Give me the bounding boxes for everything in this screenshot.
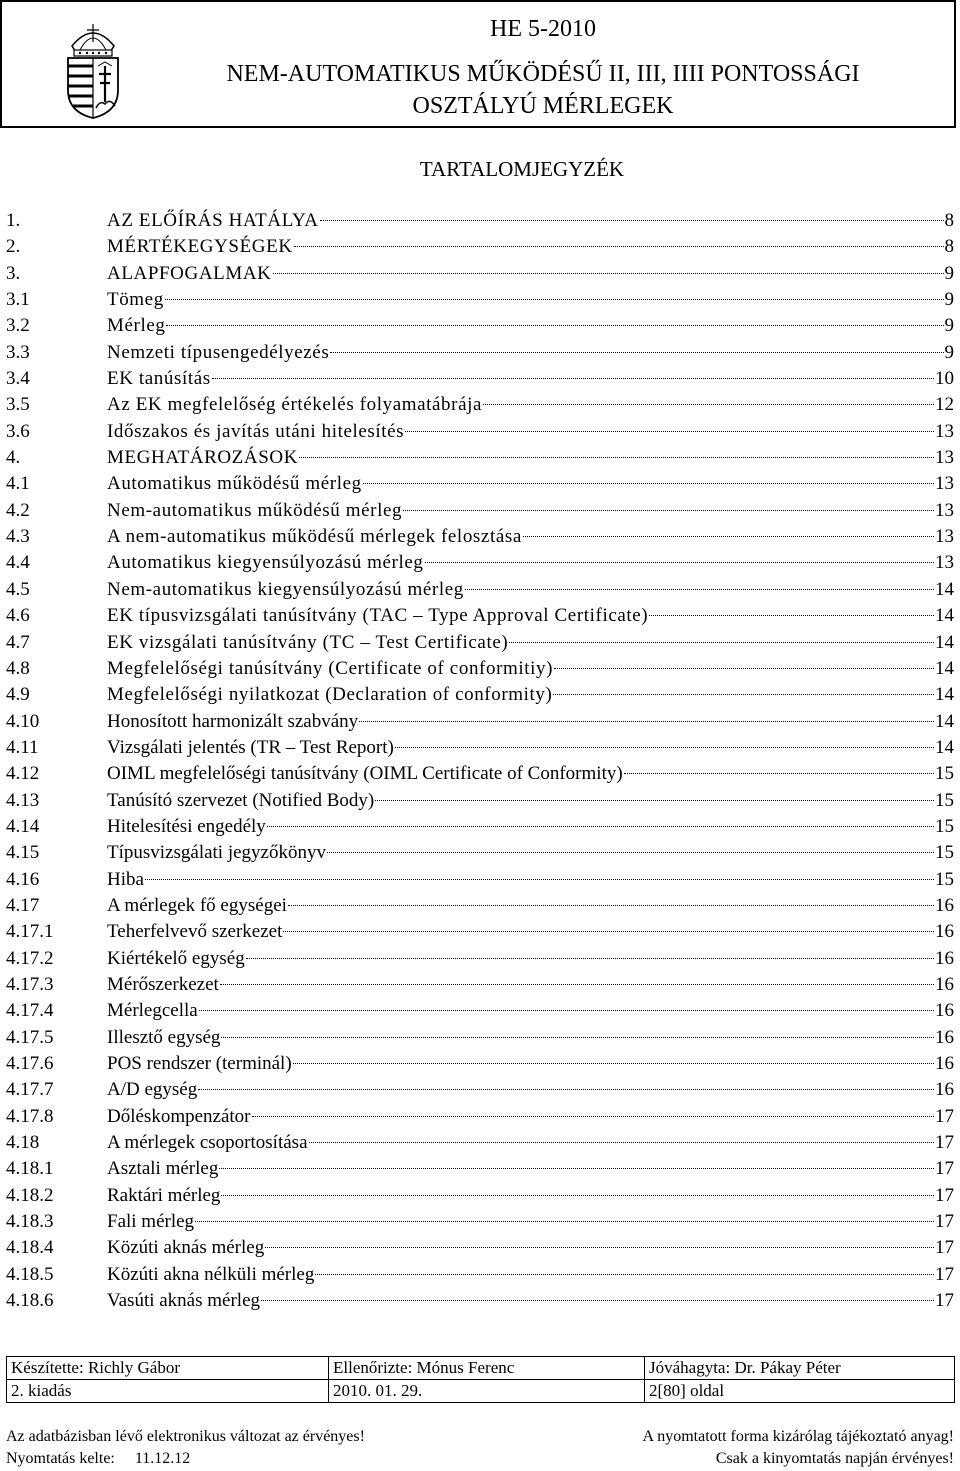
- toc-entry-number: 4.18.4: [6, 1237, 54, 1259]
- toc-entry-number: 4.: [6, 447, 21, 469]
- toc-dot-leader: [624, 772, 934, 774]
- toc-entry-page: 9: [944, 289, 954, 311]
- toc-entry[interactable]: [6, 972, 954, 998]
- toc-entry-label: A nem-automatikus működésű mérlegek felosztása: [107, 526, 522, 548]
- hungarian-coat-of-arms-icon: [60, 16, 126, 120]
- toc-entry-label: OIML megfelelőségi tanúsítvány (OIML Certificate of Conformity): [107, 763, 623, 785]
- toc-dot-leader: [395, 746, 934, 748]
- toc-entry-label: Közúti aknás mérleg: [107, 1237, 265, 1259]
- toc-entry-page: 17: [935, 1158, 954, 1180]
- toc-entry-page: 14: [935, 605, 954, 627]
- document-header: [0, 0, 956, 128]
- toc-entry-number: 4.18: [6, 1132, 40, 1154]
- toc-dot-leader: [309, 1141, 934, 1143]
- toc-entry-label: Mérlegcella: [107, 1000, 198, 1022]
- toc-dot-leader: [294, 245, 944, 247]
- toc-heading: TARTALOMJEGYZÉK: [419, 157, 625, 181]
- toc-entry-number: 1.: [6, 210, 21, 231]
- toc-entry-label: Mérőszerkezet: [107, 973, 219, 995]
- toc-dot-leader: [465, 588, 934, 590]
- toc-entry-page: 10: [935, 368, 954, 390]
- toc-entry-number: 4.18.2: [6, 1184, 54, 1206]
- toc-dot-leader: [273, 272, 944, 274]
- toc-entry[interactable]: [6, 419, 954, 445]
- toc-entry[interactable]: [6, 208, 954, 234]
- toc-entry[interactable]: [6, 577, 954, 603]
- toc-entry[interactable]: [6, 524, 954, 550]
- toc-entry[interactable]: [6, 1183, 954, 1209]
- toc-entry-label: Vasúti aknás mérleg: [107, 1290, 261, 1312]
- toc-entry-page: 16: [935, 947, 954, 969]
- toc-entry-label: ALAPFOGALMAK: [107, 262, 272, 284]
- printed-form-note: A nyomtatott forma kizárólag tájékoztató anyag!: [642, 1428, 954, 1445]
- toc-entry-number: 4.10: [6, 710, 40, 732]
- toc-entry-number: 4.15: [6, 842, 40, 864]
- toc-dot-leader: [299, 456, 934, 458]
- toc-dot-leader: [330, 351, 943, 353]
- toc-entry-page: 9: [944, 341, 954, 363]
- toc-entry-number: 4.3: [6, 526, 30, 548]
- toc-entry[interactable]: [6, 287, 954, 313]
- toc-entry[interactable]: [6, 867, 954, 893]
- toc-entry[interactable]: [6, 313, 954, 339]
- document-title-line-2: OSZTÁLYÚ MÉRLEGEK: [412, 93, 674, 119]
- toc-entry-number: 4.18.5: [6, 1263, 54, 1285]
- document-title-line-1: NEM-AUTOMATIKUS MŰKÖDÉSŰ II, III, IIII PONTOSSÁGI: [226, 61, 860, 87]
- toc-entry-page: 16: [935, 894, 954, 916]
- toc-entry-label: MEGHATÁROZÁSOK: [107, 447, 299, 469]
- toc-entry[interactable]: [6, 630, 954, 656]
- toc-entry-page: 13: [935, 473, 954, 495]
- toc-entry[interactable]: [6, 840, 954, 866]
- toc-entry[interactable]: [6, 366, 954, 392]
- toc-entry[interactable]: [6, 603, 954, 629]
- toc-entry-page: 8: [944, 236, 954, 258]
- toc-entry-label: Honosított harmonizált szabvány: [107, 710, 359, 732]
- toc-entry-number: 4.8: [6, 657, 30, 679]
- toc-entry-page: 8: [944, 210, 954, 231]
- toc-entry-page: 16: [935, 1053, 954, 1074]
- date-cell: 2010. 01. 29.: [329, 1380, 645, 1403]
- toc-entry-label: Fali mérleg: [107, 1211, 195, 1233]
- toc-entry[interactable]: [6, 550, 954, 576]
- toc-entry-number: 4.4: [6, 552, 30, 574]
- toc-entry-number: 4.17.2: [6, 947, 54, 969]
- toc-dot-leader: [221, 1194, 934, 1196]
- toc-entry-page: 17: [935, 1211, 954, 1233]
- toc-entry-label: Raktári mérleg: [107, 1184, 221, 1206]
- toc-entry-label: EK tanúsítás: [107, 368, 211, 390]
- checked-by-cell: Ellenőrizte: Mónus Ferenc: [329, 1357, 645, 1380]
- toc-dot-leader: [145, 878, 934, 880]
- toc-entry[interactable]: [6, 1209, 954, 1235]
- toc-entry-label: Időszakos és javítás utáni hitelesítés: [107, 420, 405, 442]
- toc-entry-number: 3.4: [6, 368, 30, 390]
- document-footer-table: [6, 1356, 955, 1403]
- toc-entry-page: 12: [935, 394, 954, 416]
- toc-entry-label: A/D egység: [107, 1079, 198, 1101]
- toc-dot-leader: [553, 693, 934, 695]
- toc-entry-label: Nemzeti típusengedélyezés: [107, 341, 330, 363]
- toc-entry-label: EK vizsgálati tanúsítvány (TC – Test Certificate): [107, 631, 509, 653]
- toc-dot-leader: [375, 799, 934, 801]
- toc-dot-leader: [195, 1220, 934, 1222]
- toc-dot-leader: [265, 1246, 934, 1248]
- toc-entry-page: 13: [935, 420, 954, 442]
- toc-entry-number: 4.17.1: [6, 921, 54, 943]
- toc-entry-page: 15: [935, 763, 954, 785]
- toc-entry[interactable]: [6, 1025, 954, 1051]
- toc-entry-number: 3.5: [6, 394, 30, 416]
- toc-entry[interactable]: [6, 340, 954, 366]
- toc-entry-page: 17: [935, 1263, 954, 1285]
- toc-entry-number: 4.1: [6, 473, 30, 495]
- toc-dot-leader: [165, 298, 944, 300]
- toc-entry[interactable]: [6, 392, 954, 418]
- toc-entry-page: 16: [935, 973, 954, 995]
- toc-dot-leader: [288, 904, 934, 906]
- toc-entry-label: Nem-automatikus működésű mérleg: [107, 499, 403, 521]
- toc-entry-label: Nem-automatikus kiegyensúlyozású mérleg: [107, 578, 464, 600]
- toc-dot-leader: [246, 957, 934, 959]
- toc-entry-number: 4.13: [6, 789, 40, 811]
- toc-entry[interactable]: [6, 814, 954, 840]
- toc-entry-number: 4.11: [6, 736, 39, 758]
- toc-entry[interactable]: [6, 1288, 954, 1314]
- toc-dot-leader: [261, 1299, 934, 1301]
- prepared-by-cell: Készítette: Richly Gábor: [7, 1357, 329, 1380]
- toc-entry-page: 17: [935, 1237, 954, 1259]
- toc-entry[interactable]: [6, 893, 954, 919]
- toc-entry-number: 4.18.6: [6, 1290, 54, 1312]
- toc-entry-page: 9: [944, 262, 954, 284]
- toc-entry-label: POS rendszer (terminál): [107, 1053, 292, 1074]
- toc-entry-label: Asztali mérleg: [107, 1158, 219, 1180]
- toc-entry[interactable]: [6, 682, 954, 708]
- toc-entry-number: 4.14: [6, 815, 40, 837]
- toc-entry-number: 3.2: [6, 315, 30, 337]
- document-title: [132, 58, 954, 122]
- toc-entry[interactable]: [6, 656, 954, 682]
- toc-dot-leader: [554, 667, 934, 669]
- toc-entry-label: A mérlegek fő egységei: [107, 894, 287, 916]
- toc-entry-number: 4.17.6: [6, 1053, 54, 1074]
- toc-entry-number: 4.16: [6, 868, 40, 890]
- toc-entry[interactable]: [6, 1156, 954, 1182]
- toc-entry-label: Közúti akna nélküli mérleg: [107, 1263, 315, 1285]
- toc-dot-leader: [425, 561, 935, 563]
- toc-entry-page: 17: [935, 1184, 954, 1206]
- edition-cell: 2. kiadás: [7, 1380, 329, 1403]
- toc-entry[interactable]: [6, 998, 954, 1024]
- toc-entry-page: 14: [935, 631, 954, 653]
- toc-dot-leader: [405, 430, 934, 432]
- toc-entry-label: Teherfelvevő szerkezet: [107, 921, 283, 943]
- toc-entry[interactable]: [6, 788, 954, 814]
- toc-entry[interactable]: [6, 1104, 954, 1130]
- toc-entry[interactable]: [6, 1051, 954, 1077]
- toc-dot-leader: [219, 1167, 934, 1169]
- toc-entry-label: Vizsgálati jelentés (TR – Test Report): [107, 736, 394, 758]
- electronic-version-note: Az adatbázisban lévő elektronikus változat az érvényes!: [6, 1428, 365, 1445]
- toc-dot-leader: [212, 377, 934, 379]
- toc-entry-page: 15: [935, 868, 954, 890]
- toc-entry-page: 17: [935, 1105, 954, 1127]
- toc-entry-number: 4.7: [6, 631, 30, 653]
- toc-entry-label: Tanúsító szervezet (Notified Body): [107, 789, 375, 811]
- document-id: HE 5-2010: [490, 16, 596, 42]
- approved-by-cell: Jóváhagyta: Dr. Pákay Péter: [645, 1357, 955, 1380]
- validity-note-right: [643, 1426, 954, 1470]
- toc-dot-leader: [523, 535, 934, 537]
- toc-entry[interactable]: [6, 261, 954, 287]
- toc-entry-label: Automatikus kiegyensúlyozású mérleg: [107, 552, 424, 574]
- toc-dot-leader: [359, 720, 934, 722]
- toc-entry-label: Tömeg: [107, 289, 164, 311]
- toc-entry-number: 4.9: [6, 684, 30, 706]
- toc-entry-label: Az EK megfelelőség értékelés folyamatábrája: [107, 394, 483, 416]
- toc-entry[interactable]: [6, 709, 954, 735]
- toc-entry-number: 4.17.5: [6, 1026, 54, 1048]
- toc-entry[interactable]: [6, 1130, 954, 1156]
- toc-entry[interactable]: [6, 946, 954, 972]
- toc-entry-number: 2.: [6, 236, 21, 258]
- toc-entry-page: 9: [944, 315, 954, 337]
- toc-entry-number: 4.17.7: [6, 1079, 54, 1101]
- toc-entry-number: 4.18.3: [6, 1211, 54, 1233]
- toc-entry-label: EK típusvizsgálati tanúsítvány (TAC – Type Approval Certificate): [107, 605, 649, 627]
- table-of-contents: [6, 208, 954, 1314]
- toc-dot-leader: [283, 930, 934, 932]
- toc-entry-number: 4.18.1: [6, 1158, 54, 1180]
- toc-entry-label: AZ ELŐÍRÁS HATÁLYA: [107, 210, 319, 231]
- toc-entry-number: 4.2: [6, 499, 30, 521]
- toc-entry-page: 14: [935, 710, 954, 732]
- toc-dot-leader: [166, 324, 943, 326]
- toc-dot-leader: [198, 1088, 934, 1090]
- toc-entry-page: 14: [935, 578, 954, 600]
- toc-entry-page: 16: [935, 1026, 954, 1048]
- toc-entry[interactable]: [6, 234, 954, 260]
- toc-entry-number: 4.17.4: [6, 1000, 54, 1022]
- toc-entry-page: 13: [935, 447, 954, 469]
- toc-entry-page: 16: [935, 921, 954, 943]
- toc-entry-page: 15: [935, 842, 954, 864]
- toc-entry-page: 16: [935, 1000, 954, 1022]
- toc-entry[interactable]: [6, 1235, 954, 1261]
- toc-entry-label: MÉRTÉKEGYSÉGEK: [107, 236, 293, 258]
- toc-entry-label: Automatikus működésű mérleg: [107, 473, 362, 495]
- toc-entry[interactable]: [6, 1077, 954, 1103]
- toc-dot-leader: [252, 1115, 934, 1117]
- toc-entry-page: 14: [935, 657, 954, 679]
- toc-dot-leader: [327, 851, 934, 853]
- toc-entry-number: 4.5: [6, 578, 30, 600]
- print-date-note: Nyomtatás kelte: 11.12.12: [6, 1450, 191, 1467]
- toc-entry-label: Megfelelőségi nyilatkozat (Declaration of conformity): [107, 684, 553, 706]
- toc-entry-number: 4.12: [6, 763, 40, 785]
- page-number-cell: 2[80] oldal: [645, 1380, 955, 1403]
- toc-dot-leader: [320, 219, 944, 221]
- toc-entry[interactable]: [6, 445, 954, 471]
- toc-entry-page: 13: [935, 552, 954, 574]
- toc-entry[interactable]: [6, 735, 954, 761]
- toc-dot-leader: [220, 983, 934, 985]
- toc-entry-label: Illesztő egység: [107, 1026, 221, 1048]
- toc-entry-number: 4.6: [6, 605, 30, 627]
- toc-dot-leader: [293, 1062, 934, 1064]
- toc-dot-leader: [267, 825, 934, 827]
- toc-entry-page: 15: [935, 815, 954, 837]
- toc-entry-page: 16: [935, 1079, 954, 1101]
- toc-entry[interactable]: [6, 1262, 954, 1288]
- toc-dot-leader: [403, 509, 934, 511]
- toc-entry-page: 17: [935, 1132, 954, 1154]
- toc-entry-number: 3.1: [6, 289, 30, 311]
- toc-dot-leader: [199, 1009, 934, 1011]
- toc-entry-page: 13: [935, 526, 954, 548]
- toc-entry-page: 17: [935, 1290, 954, 1312]
- toc-entry-label: Hiba: [107, 868, 144, 890]
- toc-entry-page: 14: [935, 684, 954, 706]
- toc-entry[interactable]: [6, 919, 954, 945]
- validity-note-left: [6, 1426, 365, 1470]
- toc-entry-number: 3.6: [6, 420, 30, 442]
- toc-entry-number: 4.17: [6, 894, 40, 916]
- toc-entry-label: Mérleg: [107, 315, 166, 337]
- toc-entry-number: 3.3: [6, 341, 30, 363]
- toc-entry-label: Kiértékelő egység: [107, 947, 245, 969]
- toc-entry-label: A mérlegek csoportosítása: [107, 1132, 308, 1154]
- toc-dot-leader: [315, 1273, 934, 1275]
- toc-dot-leader: [649, 614, 934, 616]
- toc-entry-label: Megfelelőségi tanúsítvány (Certificate of conformitiy): [107, 657, 554, 679]
- toc-entry[interactable]: [6, 471, 954, 497]
- toc-entry-page: 15: [935, 789, 954, 811]
- toc-dot-leader: [483, 403, 934, 405]
- toc-entry-page: 13: [935, 499, 954, 521]
- toc-entry[interactable]: [6, 498, 954, 524]
- toc-entry-page: 14: [935, 736, 954, 758]
- toc-entry-label: Dőléskompenzátor: [107, 1105, 251, 1127]
- print-day-validity-note: Csak a kinyomtatás napján érvényes!: [715, 1450, 954, 1467]
- toc-entry-number: 3.: [6, 262, 21, 284]
- toc-entry-label: Típusvizsgálati jegyzőkönyv: [107, 842, 326, 864]
- toc-entry-number: 4.17.3: [6, 973, 54, 995]
- toc-entry-number: 4.17.8: [6, 1105, 54, 1127]
- toc-dot-leader: [363, 482, 934, 484]
- toc-entry-label: Hitelesítési engedély: [107, 815, 266, 837]
- toc-entry[interactable]: [6, 761, 954, 787]
- toc-dot-leader: [221, 1036, 934, 1038]
- toc-dot-leader: [509, 641, 934, 643]
